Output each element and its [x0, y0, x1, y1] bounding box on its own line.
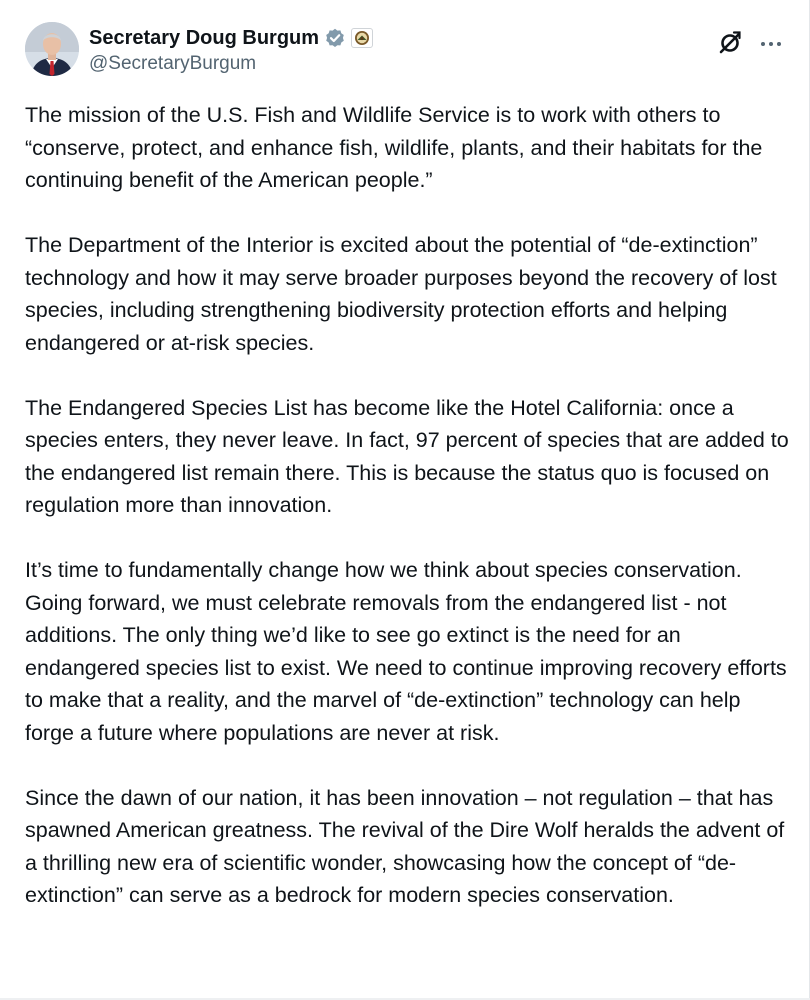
more-horizontal-icon[interactable] — [757, 30, 785, 56]
department-of-interior-seal-icon[interactable] — [351, 28, 373, 48]
author-name-row — [89, 26, 373, 50]
tweet-paragraph: The Department of the Interior is excited about the potential of “de-extinction” technology and how it may serve broader purposes beyond the recovery of lost species, including strengthening biodiversity protection efforts and helping endangered or at-risk species. — [25, 233, 777, 355]
tweet-paragraph: It’s time to fundamentally change how we think about species conservation. Going forward, we must celebrate removals from the endangered list - not additions. The only thing we’d like to see go extinct is the need for an endangered species list to exist. We need to continue improving recovery efforts to make that a reality, and the marvel of “de-extinction” technology can help forge a future where populations are never at risk. — [25, 558, 787, 745]
author-info — [89, 26, 373, 75]
author-handle[interactable]: @SecretaryBurgum — [89, 53, 257, 74]
tweet-paragraph: Since the dawn of our nation, it has been innovation – not regulation – that has spawned American greatness. The revival of the Dire Wolf heralds the advent of a thrilling new era of scientific wonder, showcasing how the concept of “de-extinction” can serve as a bedrock for modern species conservation. — [25, 785, 785, 907]
tweet-header — [25, 22, 785, 82]
grok-icon[interactable] — [717, 30, 743, 56]
tweet-text — [25, 99, 795, 912]
avatar[interactable] — [25, 22, 79, 76]
tweet-paragraph: The Endangered Species List has become like the Hotel California: once a species enters, they never leave. In fact, 97 percent of species that are added to the endangered list remain there. This is because the status quo is focused on regulation more than innovation. — [25, 395, 789, 517]
tweet-paragraph: The mission of the U.S. Fish and Wildlife Service is to work with others to “conserve, protect, and enhance fish, wildlife, plants, and their habitats for the continuing benefit of the American people.” — [25, 103, 763, 192]
author-display-name[interactable]: Secretary Doug Burgum — [89, 26, 320, 49]
verified-badge-icon[interactable] — [325, 28, 345, 48]
